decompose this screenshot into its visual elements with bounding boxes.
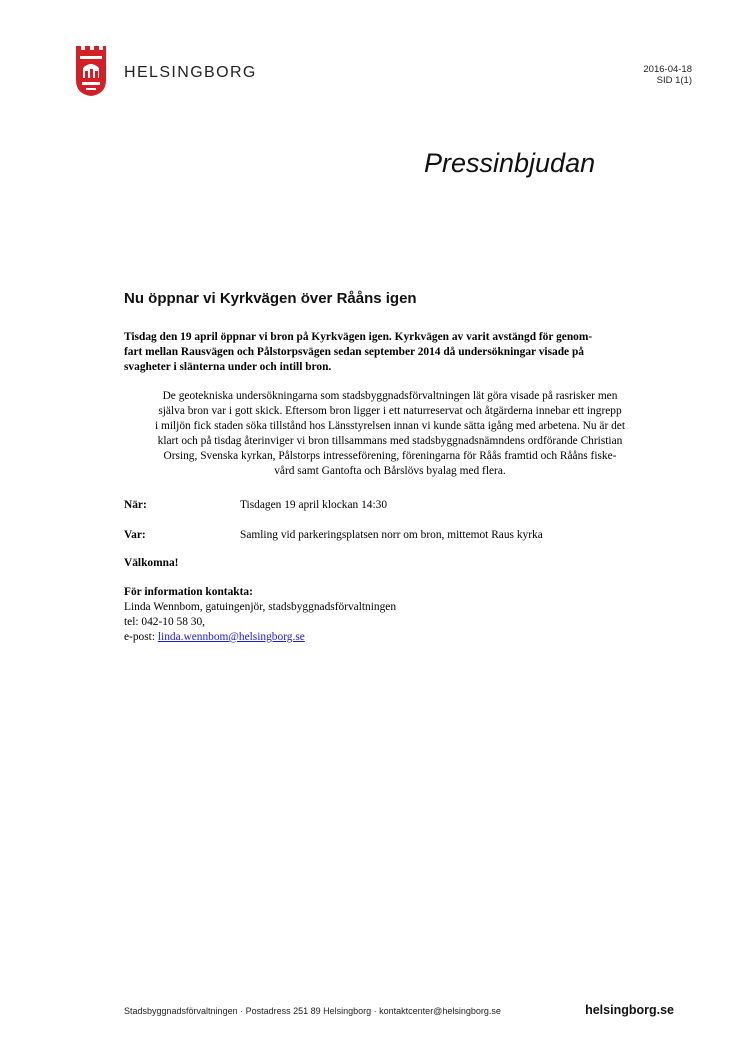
body-line: klart och på tisdag återinviger vi bron tillsammans med stadsbyggnadsnämndens ordförande Christian [157,435,623,447]
lead-line: fart mellan Rausvägen och Pålstorpsvägen sedan september 2014 då undersökningar visade på [124,346,584,358]
where-value: Samling vid parkeringsplatsen norr om bron, mittemot Raus kyrka [240,529,543,541]
contact-block [124,585,396,645]
contact-phone: tel: 042-10 58 30, [124,616,205,628]
where-label: Var: [124,529,146,541]
lead-line: Tisdag den 19 april öppnar vi bron på Kyrkvägen igen. Kyrkvägen av varit avstängd för genom- [124,331,593,343]
when-value: Tisdagen 19 april klockan 14:30 [240,499,388,511]
document-date: 2016-04-18 [643,64,692,75]
body-line: De geotekniska undersökningarna som stadsbyggnadsförvaltningen lät göra visade på rasrisker men [162,390,618,402]
lead-paragraph [124,330,656,375]
footer-website: helsingborg.se [585,1003,674,1017]
footer-address: Stadsbyggnadsförvaltningen · Postadress 251 89 Helsingborg · kontaktcenter@helsingborg.se [124,1006,501,1016]
body-line: i miljön fick staden söka tillstånd hos Länsstyrelsen innan vi kunde sätta igång med arbetena. Nu är det [154,420,626,432]
document-meta [643,64,692,86]
headline: Nu öppnar vi Kyrkvägen över Rååns igen [124,290,417,307]
body-line: Orsing, Svenska kyrkan, Pålstorps intresseförening, föreningarna för Råås framtid och Rååns fiske- [163,450,617,462]
contact-name: Linda Wennbom, gatuingenjör, stadsbyggnadsförvaltningen [124,601,397,613]
contact-heading: För information kontakta: [124,586,253,598]
contact-email-link[interactable]: linda.wennbom@helsingborg.se [157,631,305,643]
document-type: Pressinbjudan [424,148,596,178]
body-line: själva bron var i gott skick. Eftersom bron ligger i ett naturreservat och åtgärderna innebar ett ingrepp [158,405,622,417]
lead-line: svagheter i slänterna under och intill bron. [124,361,332,373]
brand-name: HELSINGBORG [124,64,257,81]
helsingborg-crest-icon [74,44,108,98]
page-number: SID 1(1) [656,75,692,86]
when-label: När: [124,499,147,511]
body-paragraph [124,389,656,479]
welcome-text: Välkomna! [124,557,179,569]
body-line: vård samt Gantofta och Bårslövs byalag med flera. [274,465,506,477]
contact-email-prefix: e-post: [124,631,158,643]
contact-email-row [124,630,396,645]
